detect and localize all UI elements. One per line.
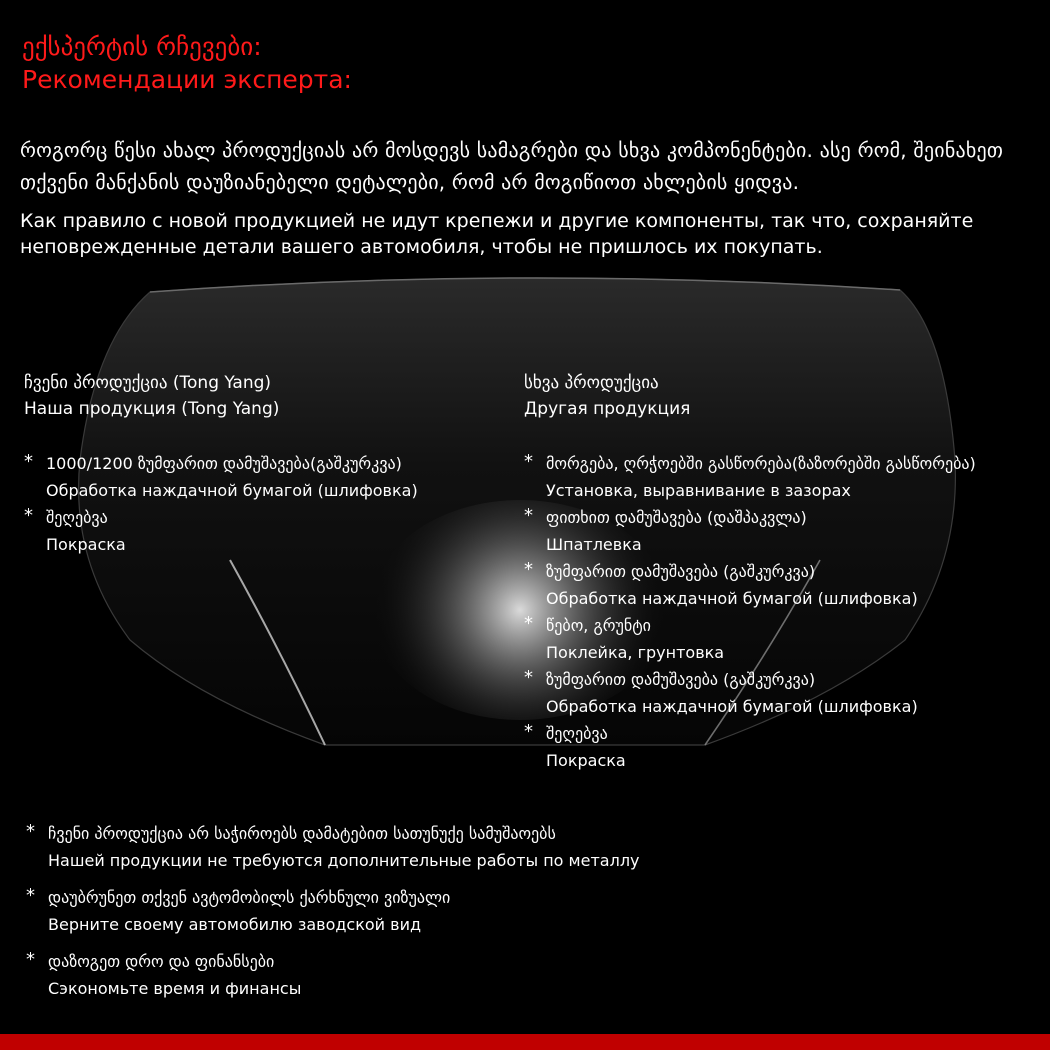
list-item (26, 884, 640, 938)
our-products-title-georgian: ჩვენი პროდუქცია (Tong Yang) (24, 373, 272, 393)
bullet-star: * (524, 451, 533, 472)
item-russian: Обработка наждачной бумагой (шлифовка) (546, 589, 918, 608)
item-georgian: 1000/1200 ზუმფარით დამუშავება(გაშკურკვა) (46, 454, 402, 473)
bullet-star: * (26, 885, 35, 906)
title-georgian: ექსპერტის რჩევები: (22, 32, 262, 61)
item-georgian: ფითხით დამუშავება (დაშპაკვლა) (546, 508, 807, 527)
other-products-title-russian: Другая продукция (524, 399, 691, 419)
bullet-star: * (524, 559, 533, 580)
item-russian: Обработка наждачной бумагой (шлифовка) (546, 697, 918, 716)
item-russian: Поклейка, грунтовка (546, 643, 725, 662)
list-item (24, 450, 418, 504)
bullet-star: * (24, 505, 33, 526)
benefit-georgian: ჩვენი პროდუქცია არ საჭიროებს დამატებით სათუნუქე სამუშაოებს (48, 824, 556, 843)
list-item (26, 820, 640, 874)
item-russian: Покраска (46, 535, 126, 554)
bullet-star: * (524, 667, 533, 688)
benefit-russian: Верните своему автомобилю заводской вид (48, 915, 422, 934)
item-russian: Установка, выравнивание в зазорах (546, 481, 851, 500)
benefit-russian: Сэкономьте время и финансы (48, 979, 302, 998)
bullet-star: * (24, 451, 33, 472)
bullet-star: * (524, 721, 533, 742)
item-georgian: ზუმფარით დამუშავება (გაშკურკვა) (546, 670, 816, 689)
other-products-title-georgian: სხვა პროდუქცია (524, 373, 659, 393)
item-russian: Шпатлевка (546, 535, 642, 554)
list-item (26, 948, 640, 1002)
our-products-column (24, 370, 418, 558)
list-item (524, 612, 976, 666)
item-russian: Обработка наждачной бумагой (шлифовка) (46, 481, 418, 500)
item-georgian: ზუმფარით დამუშავება (გაშკურკვა) (546, 562, 816, 581)
item-georgian: შეღებვა (46, 508, 108, 527)
item-russian: Покраска (546, 751, 626, 770)
bullet-star: * (524, 505, 533, 526)
title-russian: Рекомендации эксперта: (22, 65, 352, 94)
item-georgian: წებო, გრუნტი (546, 616, 651, 635)
intro-text (20, 134, 1030, 260)
intro-georgian: როგორც წესი ახალ პროდუქციას არ მოსდევს სამაგრები და სხვა კომპონენტები. ასე რომ, შეინახეთ თქვენი მანქანის დაუზიანებელი დეტალები, რომ არ მოგიწიოთ ახლების ყიდვა. (20, 138, 1004, 194)
footer-red-bar (0, 1034, 1050, 1050)
bullet-star: * (26, 949, 35, 970)
list-item (524, 450, 976, 504)
item-georgian: მორგება, ღრჭოებში გასწორება(ზაზორებში გასწორება) (546, 454, 976, 473)
our-products-title-russian: Наша продукция (Tong Yang) (24, 399, 280, 419)
benefits-list (26, 820, 640, 1012)
expert-tips-title (22, 30, 352, 96)
list-item (524, 504, 976, 558)
benefit-russian: Нашей продукции не требуются дополнительные работы по металлу (48, 851, 640, 870)
benefit-georgian: დაზოგეთ დრო და ფინანსები (48, 952, 275, 971)
list-item (524, 720, 976, 774)
list-item (524, 558, 976, 612)
bullet-star: * (26, 821, 35, 842)
benefit-georgian: დაუბრუნეთ თქვენ ავტომობილს ქარხნული ვიზუალი (48, 888, 451, 907)
bullet-star: * (524, 613, 533, 634)
intro-russian: Как правило с новой продукцией не идут крепежи и другие компоненты, так что, сохраняйте неповрежденные детали вашего автомобиля, чтобы не пришлось их покупать. (20, 210, 974, 258)
list-item (524, 666, 976, 720)
item-georgian: შეღებვა (546, 724, 608, 743)
other-products-column (524, 370, 976, 774)
list-item (24, 504, 418, 558)
